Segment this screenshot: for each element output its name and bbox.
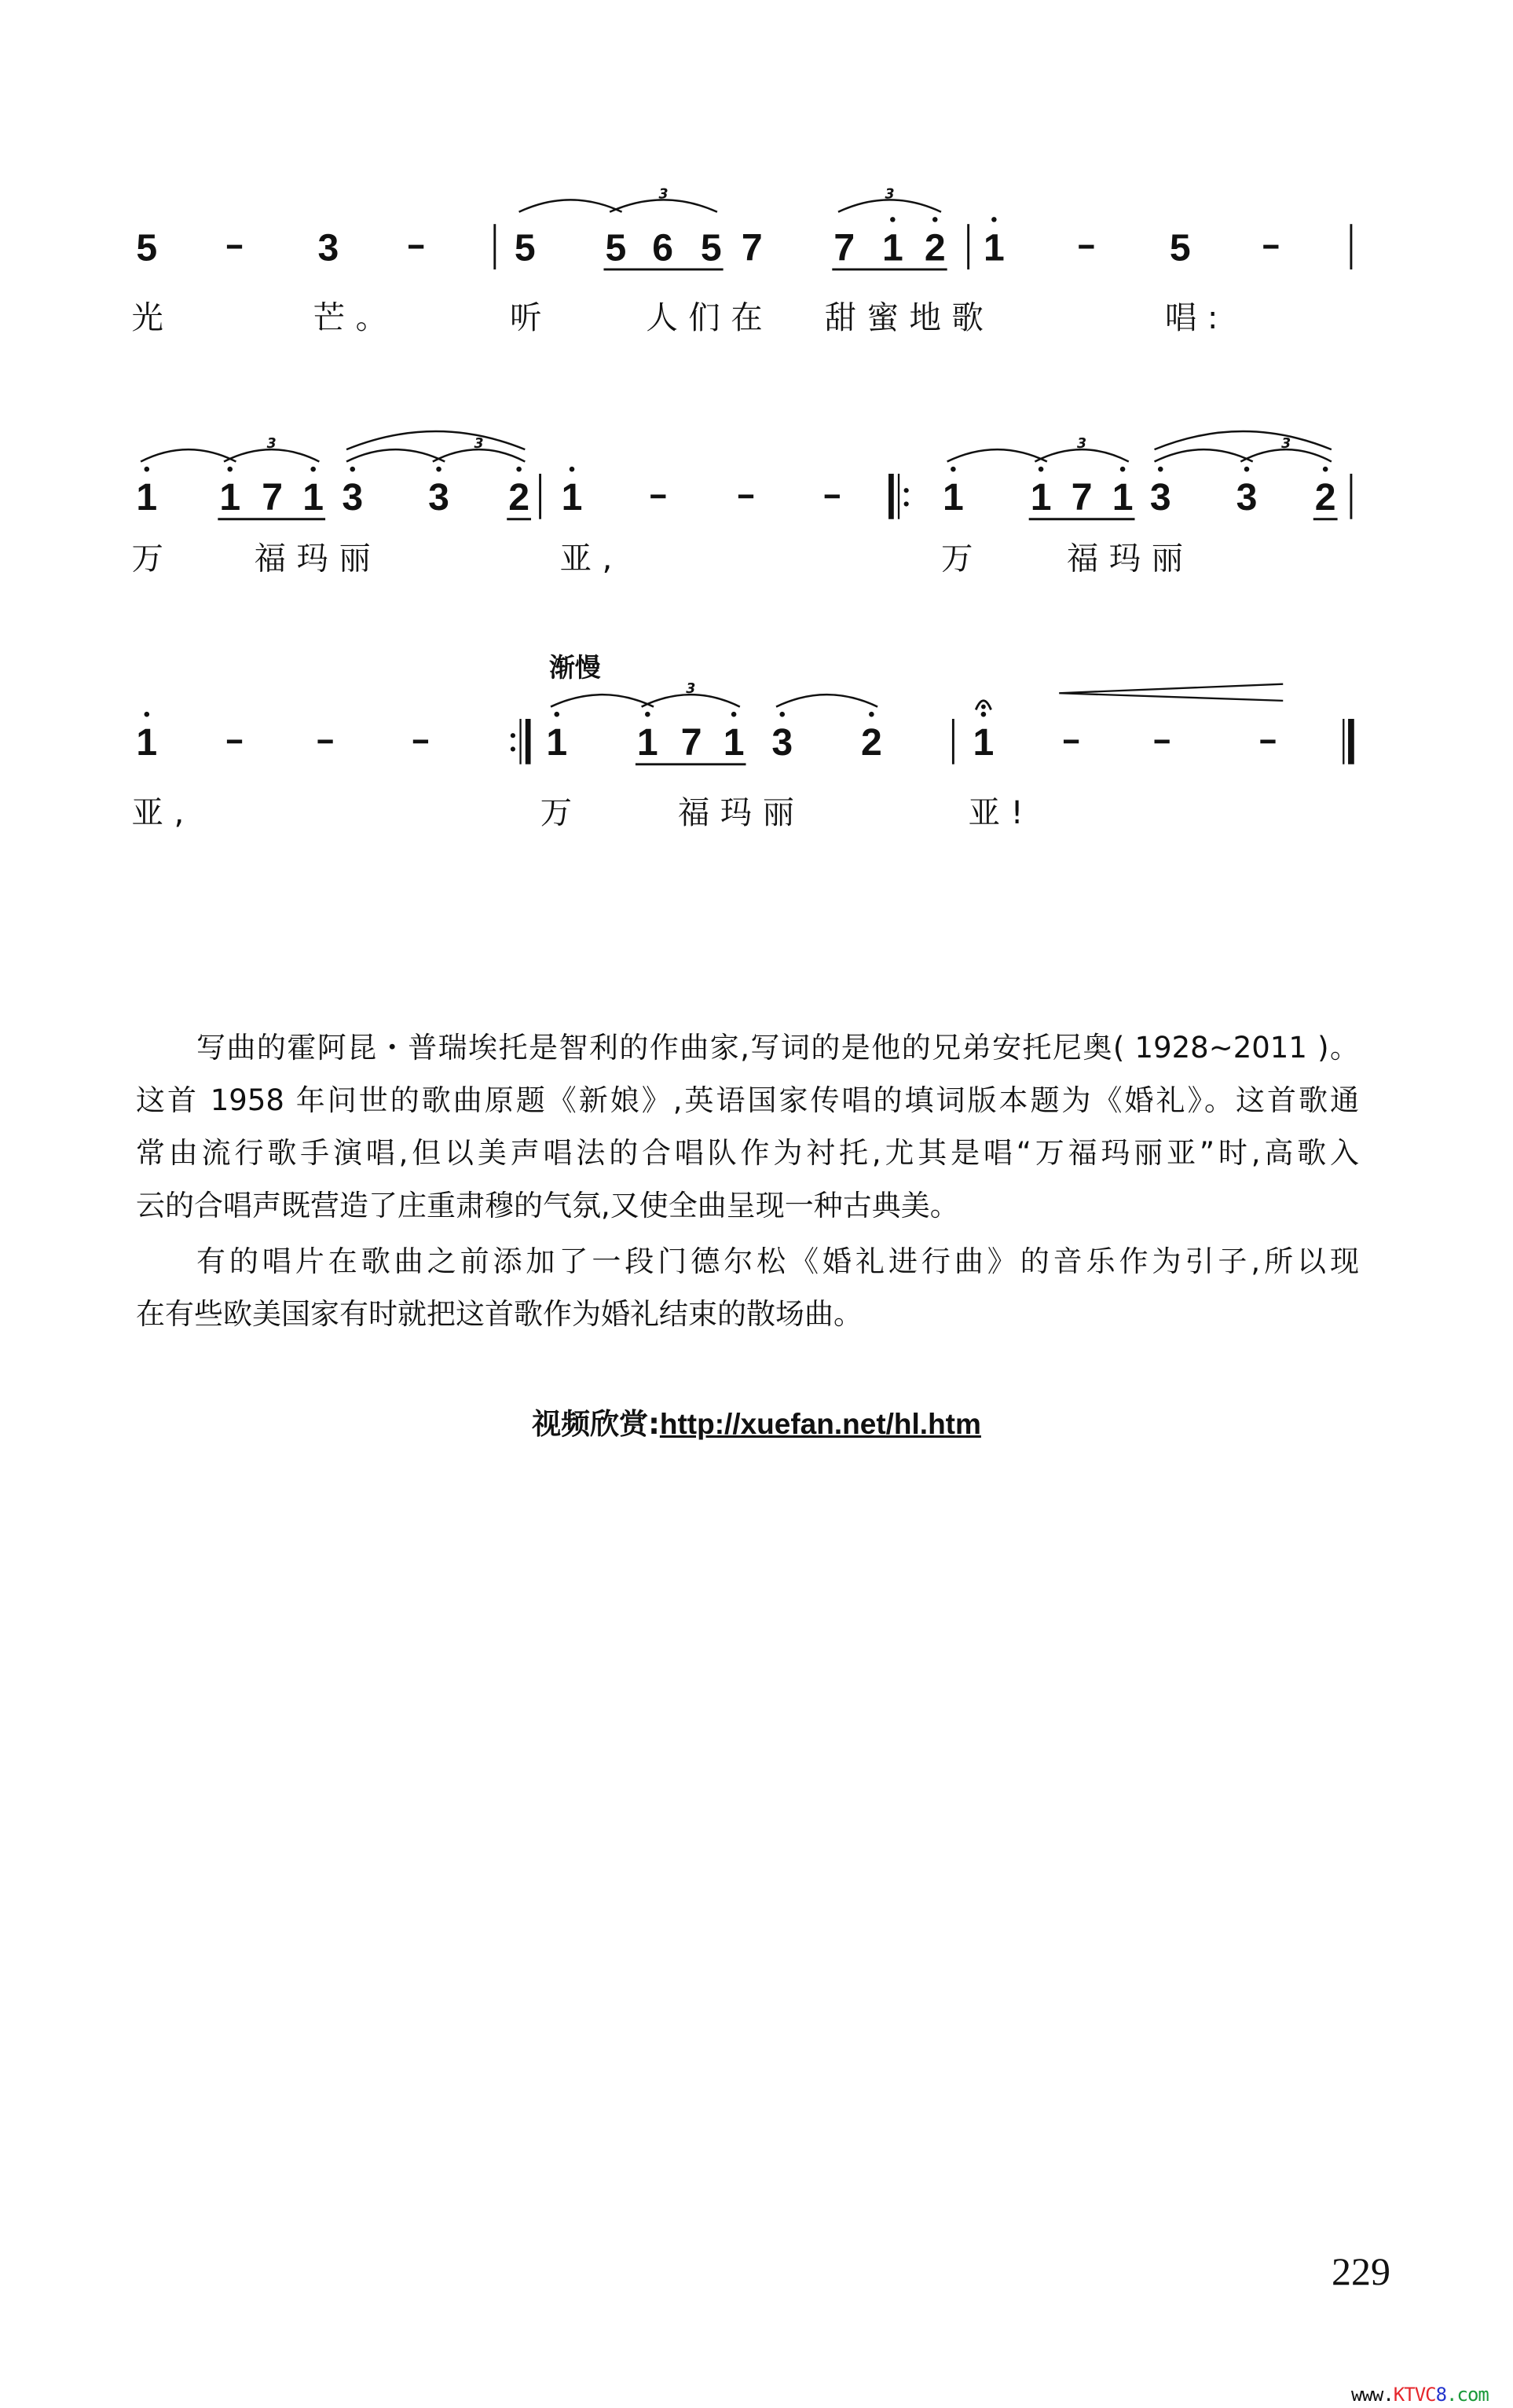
lyric: 万 xyxy=(131,539,174,577)
paragraph-line: 有的唱片在歌曲之前添加了一段门德尔松《婚礼进行曲》的音乐作为引子,所以现 xyxy=(196,1244,1359,1278)
note: 3 xyxy=(342,476,364,519)
triplet-mark: 3 xyxy=(1077,436,1087,453)
octave-dot xyxy=(350,467,355,472)
repeat-dot xyxy=(511,733,515,738)
paragraph xyxy=(136,1021,1359,1232)
note: 2 xyxy=(1314,476,1336,519)
score-line-1 xyxy=(132,186,1351,336)
music-score xyxy=(0,0,1513,864)
phrase-slur xyxy=(346,431,525,449)
note: 7 xyxy=(1071,476,1093,519)
watermark: www.KTVC8.com xyxy=(1351,2384,1489,2406)
lyric: 万 xyxy=(940,539,984,577)
score-line-2 xyxy=(132,431,1351,577)
note: 1 xyxy=(942,476,964,519)
octave-dot xyxy=(981,712,987,717)
paragraph-line: 在有些欧美国家有时就把这首歌作为婚礼结束的散场曲。 xyxy=(136,1297,863,1331)
slur xyxy=(551,695,654,706)
octave-dot xyxy=(991,217,997,222)
note: 2 xyxy=(860,721,882,764)
paragraph-line: 云的合唱声既营造了庄重肃穆的气氛,又使全曲呈现一种古典美。 xyxy=(136,1189,959,1222)
slur xyxy=(346,449,445,461)
lyric: 福玛丽 xyxy=(677,793,805,831)
note: 1 xyxy=(723,721,745,764)
lyric: 唱: xyxy=(1165,299,1229,337)
octave-dot xyxy=(145,467,150,472)
note: 2 xyxy=(508,476,530,519)
note: 1 xyxy=(973,721,995,764)
fermata-dot xyxy=(981,705,986,709)
lyric: 亚, xyxy=(131,793,195,831)
lyric: 万 xyxy=(540,793,583,831)
note: 3 xyxy=(428,476,449,519)
note: 1 xyxy=(561,476,583,519)
note: 1 xyxy=(219,476,241,519)
paragraph-line: 这首 1958 年问世的歌曲原题《新娘》,英语国家传唱的填词版本题为《婚礼》。这首歌通 xyxy=(136,1083,1359,1117)
note: 5 xyxy=(514,226,536,269)
lyric: 甜蜜地歌 xyxy=(824,299,995,337)
lyric: 听 xyxy=(510,299,552,337)
score-line-3 xyxy=(132,653,1351,831)
video-link-row xyxy=(0,1400,1513,1442)
note: 2 xyxy=(924,226,946,269)
note: 3 xyxy=(1149,476,1171,519)
decrescendo-hairpin xyxy=(1059,684,1283,701)
note: 6 xyxy=(652,226,673,269)
note: 5 xyxy=(1169,226,1191,269)
lyric: 福玛丽 xyxy=(1066,539,1194,577)
note: 3 xyxy=(1236,476,1258,519)
note: 1 xyxy=(546,721,568,764)
octave-dot xyxy=(145,712,150,717)
octave-dot xyxy=(869,712,874,717)
note: 3 xyxy=(771,721,793,764)
octave-dot xyxy=(932,217,938,222)
triplet-mark: 3 xyxy=(266,436,277,453)
repeat-dot xyxy=(904,501,909,506)
octave-dot xyxy=(516,467,522,472)
octave-dot xyxy=(779,712,785,717)
lyric: 光 xyxy=(131,299,174,337)
triplet-mark: 3 xyxy=(686,681,696,698)
tempo-marking: 渐慢 xyxy=(549,653,601,684)
octave-dot xyxy=(310,467,316,472)
slur xyxy=(519,200,622,211)
note: 7 xyxy=(833,226,855,269)
triplet-mark: 3 xyxy=(658,186,669,203)
lyric: 亚, xyxy=(559,539,623,577)
octave-dot xyxy=(1158,467,1163,472)
note: 5 xyxy=(605,226,627,269)
triplet-mark: 3 xyxy=(885,186,895,203)
note: 5 xyxy=(136,226,158,269)
video-link[interactable]: http://xuefan.net/hl.htm xyxy=(659,1408,981,1440)
octave-dot xyxy=(1323,467,1328,472)
octave-dot xyxy=(1120,467,1126,472)
octave-dot xyxy=(436,467,441,472)
lyric: 芒。 xyxy=(313,299,398,337)
paragraph-line: 常由流行歌手演唱,但以美声唱法的合唱队作为衬托,尤其是唱“万福玛丽亚”时,高歌入 xyxy=(136,1136,1359,1170)
note: 5 xyxy=(700,226,722,269)
octave-dot xyxy=(554,712,559,717)
triplet-mark: 3 xyxy=(1281,436,1291,453)
note: 1 xyxy=(983,226,1005,269)
octave-dot xyxy=(731,712,737,717)
octave-dot xyxy=(570,467,575,472)
paragraph xyxy=(136,1235,1359,1340)
phrase-slur xyxy=(1155,431,1332,449)
video-label: 视频欣赏: xyxy=(532,1407,660,1441)
lyric: 人们在 xyxy=(646,299,774,337)
octave-dot xyxy=(227,467,233,472)
slur xyxy=(776,695,877,706)
note: 1 xyxy=(136,721,158,764)
paragraph-line: 写曲的霍阿昆・普瑞埃托是智利的作曲家,写词的是他的兄弟安托尼奥( 1928~2011 )。 xyxy=(196,1031,1359,1065)
note: 1 xyxy=(1030,476,1052,519)
slur xyxy=(1155,449,1253,461)
octave-dot xyxy=(951,467,956,472)
octave-dot xyxy=(645,712,650,717)
note: 1 xyxy=(1112,476,1134,519)
page-number: 229 xyxy=(1332,2249,1390,2293)
note: 7 xyxy=(262,476,284,519)
slur xyxy=(947,449,1047,461)
octave-dot xyxy=(1244,467,1250,472)
note: 1 xyxy=(636,721,658,764)
repeat-dot xyxy=(904,488,909,493)
lyric: 福玛丽 xyxy=(254,539,382,577)
note: 1 xyxy=(136,476,158,519)
slur xyxy=(141,449,236,461)
lyric: 亚! xyxy=(968,793,1035,831)
note: 7 xyxy=(741,226,763,269)
octave-dot xyxy=(890,217,896,222)
octave-dot xyxy=(1039,467,1044,472)
note: 3 xyxy=(317,226,339,269)
note: 7 xyxy=(680,721,702,764)
note: 1 xyxy=(302,476,324,519)
commentary-text xyxy=(136,1021,1359,1340)
triplet-mark: 3 xyxy=(474,436,484,453)
repeat-dot xyxy=(511,746,515,751)
note: 1 xyxy=(881,226,903,269)
